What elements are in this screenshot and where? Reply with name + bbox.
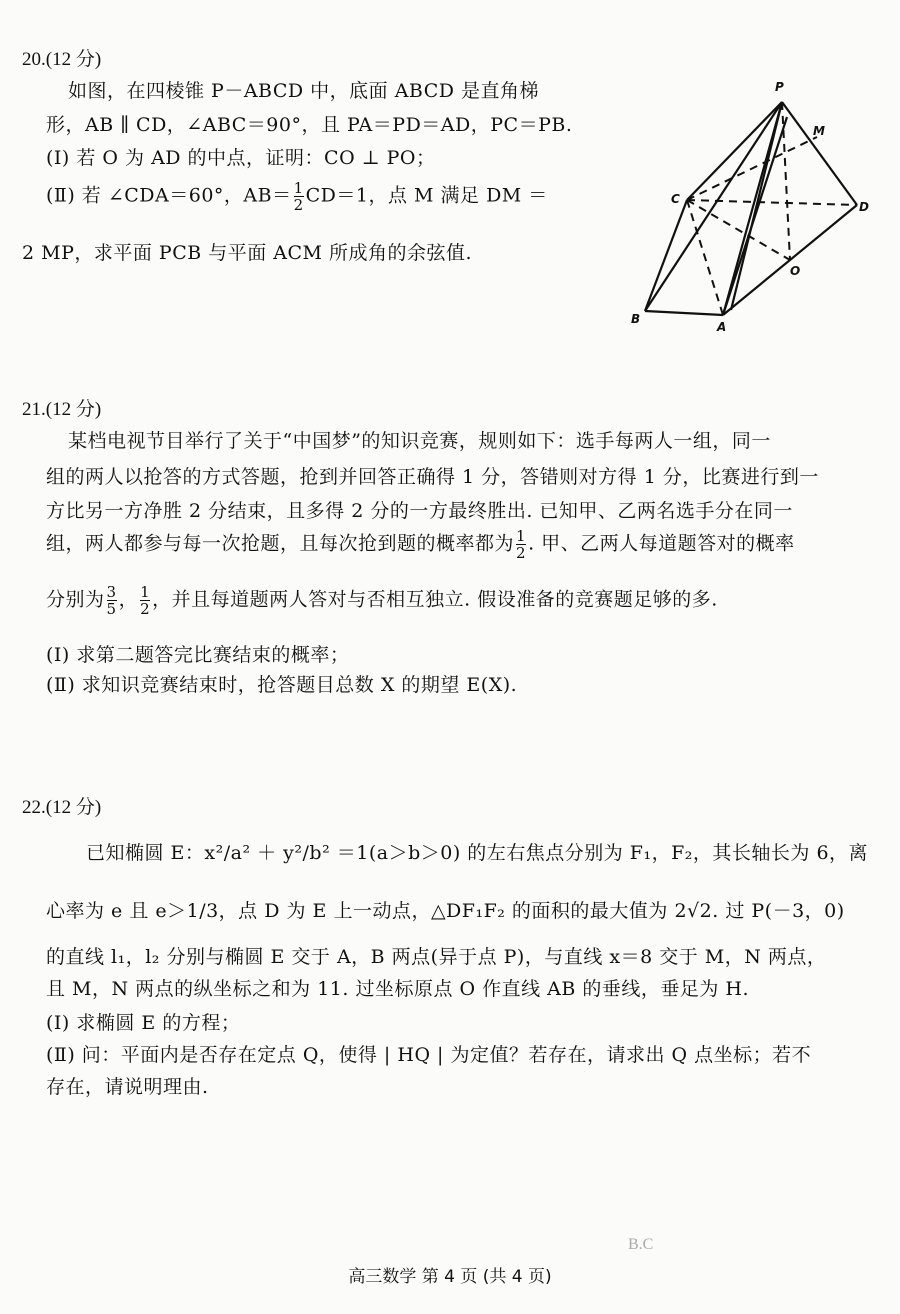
question-text: 如图，在四棱锥 P－ABCD 中，底面 ABCD 是直角梯 bbox=[68, 80, 540, 102]
sub-question-text: CD＝1，点 M 满足 DM ＝ bbox=[305, 184, 548, 207]
label-m: M bbox=[813, 124, 825, 138]
question-text: 已知椭圆 E：x²/a² ＋ y²/b² ＝1(a＞b＞0) 的左右焦点分别为 F₁，F₂，其长轴长为 6，离 bbox=[86, 842, 869, 864]
label-o: O bbox=[790, 264, 801, 278]
fraction bbox=[294, 180, 304, 213]
edge-co bbox=[687, 200, 790, 260]
label-b: B bbox=[631, 312, 641, 326]
fraction-denominator: 2 bbox=[516, 544, 527, 562]
sub-question: (Ⅱ) 求知识竞赛结束时，抢答题目总数 X 的期望 E(X). bbox=[46, 674, 518, 696]
question-text-part: 分别为 bbox=[46, 588, 105, 611]
question-text-part: ， bbox=[118, 588, 139, 611]
fraction-numerator: 3 bbox=[106, 583, 117, 601]
sub-question: (Ⅰ) 若 O 为 AD 的中点，证明：CO ⊥ PO； bbox=[46, 147, 436, 169]
pyramid-figure bbox=[625, 75, 885, 335]
fraction-numerator: 1 bbox=[516, 527, 527, 545]
question-text: 心率为 e 且 e＞1/3，点 D 为 E 上一动点，△DF₁F₂ 的面积的最大值为 2√2. 过 P(－3，0) bbox=[46, 900, 845, 922]
question-text: 某档电视节目举行了关于“中国梦”的知识竞赛，规则如下：选手每两人一组，同一 bbox=[68, 430, 771, 452]
fraction-numerator: 1 bbox=[293, 179, 304, 197]
fraction-denominator: 2 bbox=[140, 600, 151, 618]
edge-pb bbox=[645, 102, 782, 311]
sub-question: 存在，请说明理由. bbox=[46, 1076, 209, 1098]
edge-p-a2 bbox=[731, 102, 782, 310]
question-text: 且 M，N 两点的纵坐标之和为 11. 过坐标原点 O 作直线 AB 的垂线，垂足为 H. bbox=[46, 978, 750, 1000]
page-footer: 高三数学 第 4 页 (共 4 页) bbox=[348, 1267, 552, 1287]
label-p: P bbox=[775, 80, 784, 94]
edge-ba bbox=[645, 311, 723, 315]
label-c: C bbox=[671, 192, 680, 206]
fraction-numerator: 1 bbox=[140, 583, 151, 601]
edge-pd bbox=[782, 102, 857, 205]
fraction-denominator: 5 bbox=[106, 600, 117, 618]
question-text-part: . 甲、乙两人每道题答对的概率 bbox=[528, 532, 795, 555]
sub-question-text: (Ⅱ) 若 ∠CDA＝60°，AB＝ bbox=[46, 184, 292, 207]
fraction bbox=[516, 528, 526, 561]
label-a: A bbox=[717, 320, 727, 334]
fraction bbox=[107, 584, 117, 617]
question-number: 22.(12 分) bbox=[22, 797, 102, 818]
question-text: 的直线 l₁，l₂ 分别与椭圆 E 交于 A，B 两点(异于点 P)，与直线 x＝8 交于 M，N 两点， bbox=[46, 946, 827, 968]
question-text-part: 组，两人都参与每一次抢题，且每次抢到题的概率都为 bbox=[46, 532, 515, 555]
sub-question bbox=[46, 180, 548, 213]
sub-question: (Ⅰ) 求第二题答完比赛结束的概率； bbox=[46, 644, 350, 666]
fraction bbox=[140, 584, 150, 617]
question-text: 组的两人以抢答的方式答题，抢到并回答正确得 1 分，答错则对方得 1 分，比赛进行到一 bbox=[46, 466, 819, 488]
fraction-denominator: 2 bbox=[293, 196, 304, 214]
question-number: 20.(12 分) bbox=[22, 49, 102, 70]
sub-question: (Ⅱ) 问：平面内是否存在定点 Q，使得 | HQ | 为定值？若存在，请求出 Q 点坐标；若不 bbox=[46, 1044, 812, 1066]
question-number: 21.(12 分) bbox=[22, 399, 102, 420]
question-text: 形，AB ∥ CD，∠ABC＝90°，且 PA＝PD＝AD，PC＝PB. bbox=[46, 114, 573, 136]
pyramid-diagram bbox=[625, 75, 885, 335]
sub-question: (Ⅰ) 求椭圆 E 的方程； bbox=[46, 1012, 241, 1034]
question-text: 方比另一方净胜 2 分结束，且多得 2 分的一方最终胜出. 已知甲、乙两名选手分在同一 bbox=[46, 500, 793, 522]
sub-question: 2 MP，求平面 PCB 与平面 ACM 所成角的余弦值. bbox=[22, 242, 473, 264]
edge-am bbox=[723, 117, 787, 315]
question-text bbox=[46, 528, 795, 561]
edge-cd bbox=[687, 200, 857, 205]
question-text bbox=[46, 584, 718, 617]
label-d: D bbox=[859, 200, 869, 214]
question-text-part: ，并且每道题两人答对与否相互独立. 假设准备的竞赛题足够的多. bbox=[152, 588, 718, 611]
faint-stamp: B.C bbox=[628, 1236, 654, 1253]
